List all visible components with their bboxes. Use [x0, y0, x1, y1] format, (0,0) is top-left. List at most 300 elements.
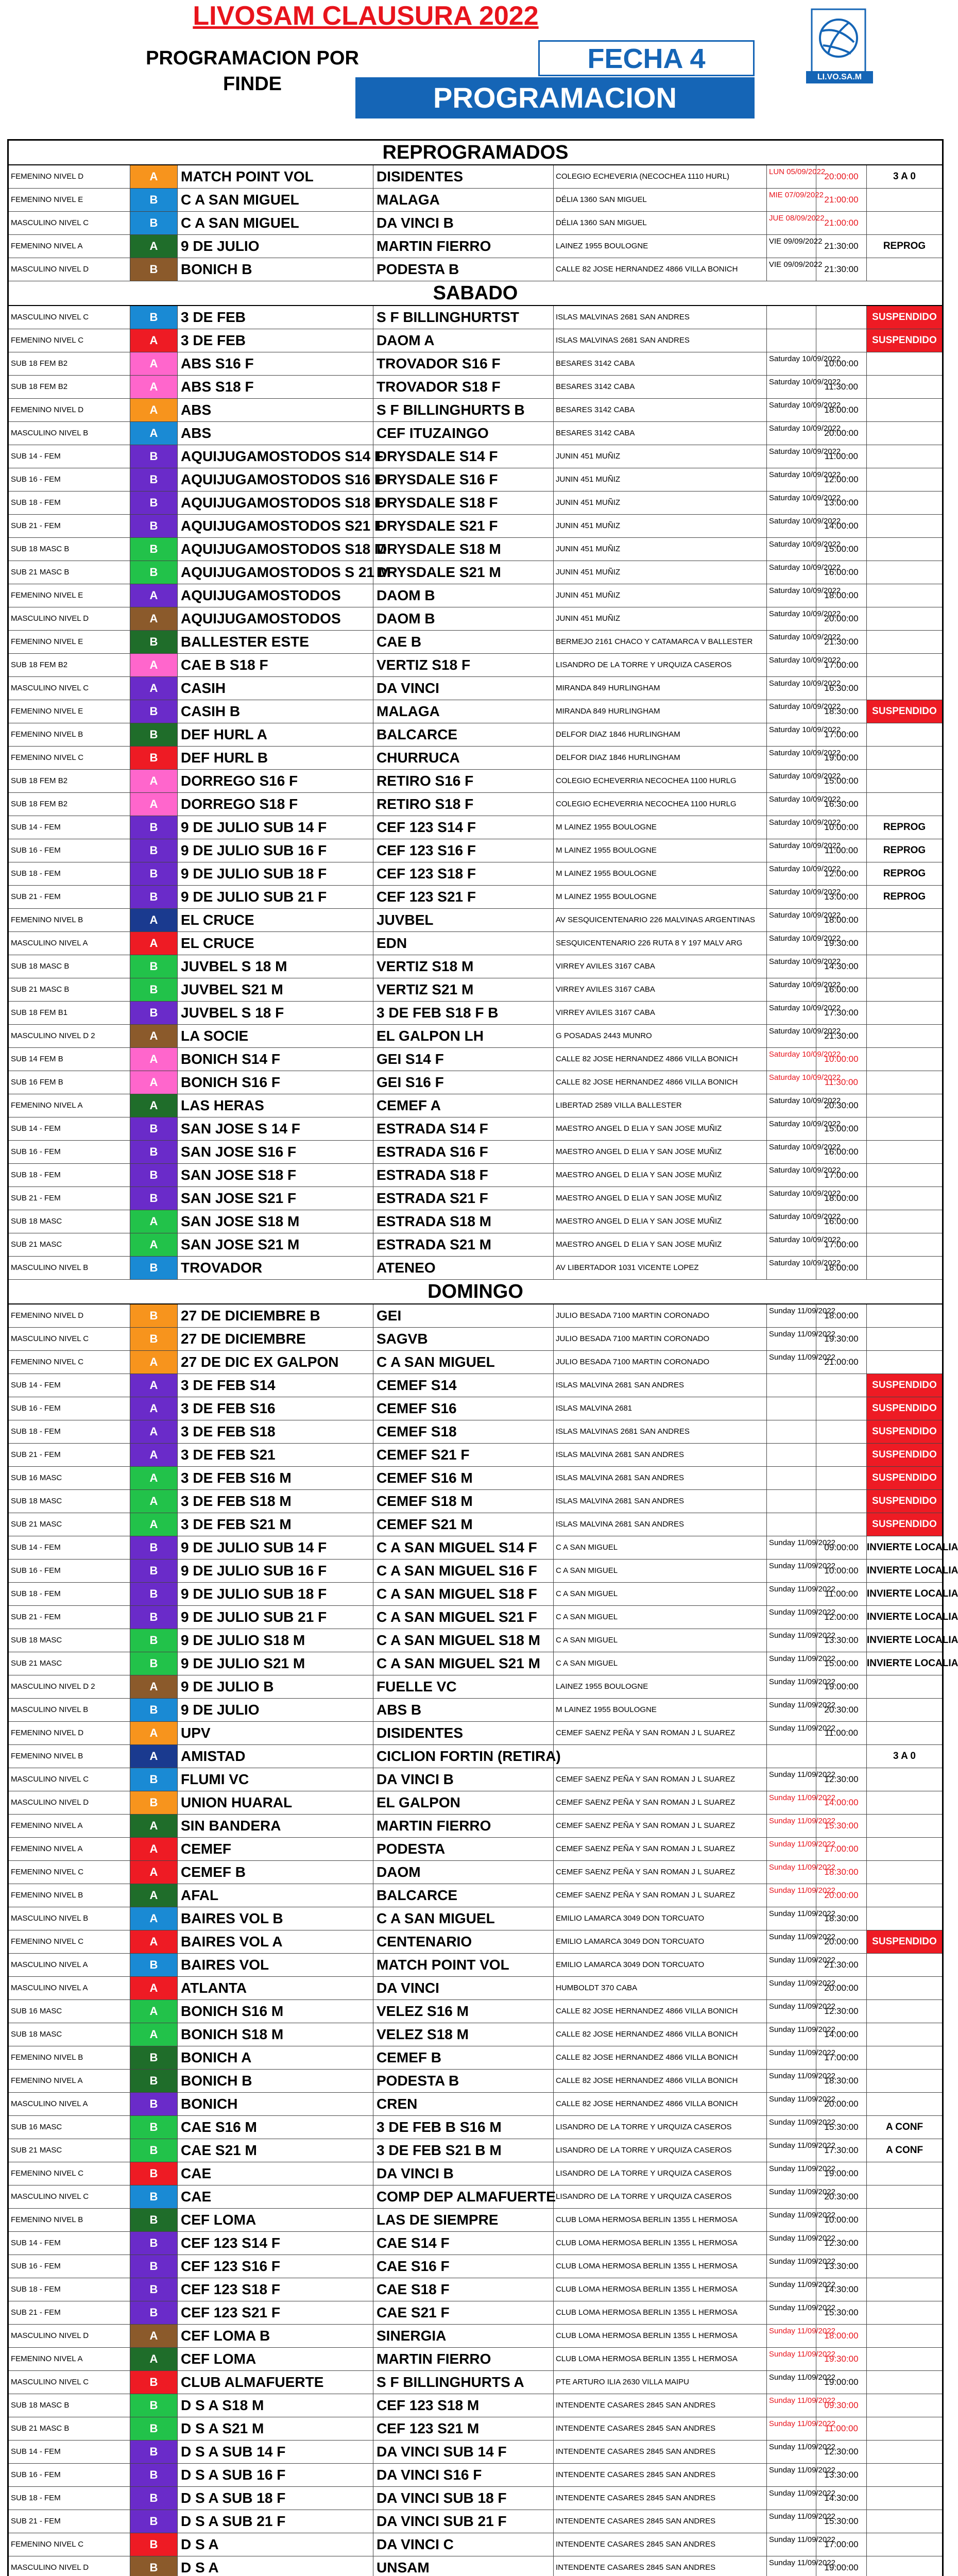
row-away-team: DRYSDALE S18 M: [373, 538, 554, 561]
row-category: SUB 14 - FEM: [9, 1374, 130, 1397]
row-date: Sunday 11/09/2022: [767, 1536, 816, 1559]
row-group-letter: B: [130, 700, 178, 723]
table-row: [9, 468, 942, 492]
row-note: [867, 2487, 942, 2510]
row-group-letter: B: [130, 212, 178, 234]
row-venue: JUNIN 451 MUÑIZ: [554, 492, 767, 514]
table-row: [9, 258, 942, 281]
row-away-team: MARTIN FIERRO: [373, 235, 554, 258]
row-away-team: DISIDENTES: [373, 165, 554, 188]
table-row: [9, 2464, 942, 2487]
schedule-table: [7, 139, 958, 2576]
row-time: 17:00:00: [816, 2046, 867, 2069]
row-venue: PTE ARTURO ILIA 2630 VILLA MAIPU: [554, 2371, 767, 2394]
row-note: [867, 1768, 942, 1791]
row-category: FEMENINO NIVEL E: [9, 189, 130, 211]
row-note: SUSPENDIDO: [867, 1444, 942, 1466]
row-date: Sunday 11/09/2022: [767, 1583, 816, 1605]
row-time: 20:30:00: [816, 2185, 867, 2208]
row-time: 18:00:00: [816, 1304, 867, 1327]
row-group-letter: A: [130, 235, 178, 258]
row-venue: MAESTRO ANGEL D ELIA Y SAN JOSE MUÑIZ: [554, 1141, 767, 1163]
row-date: Saturday 10/09/2022: [767, 1002, 816, 1024]
row-category: FEMENINO NIVEL E: [9, 631, 130, 653]
table-row: [9, 1629, 958, 1652]
row-note: [867, 631, 942, 653]
row-time: 16:00:00: [816, 561, 867, 584]
row-venue: C A SAN MIGUEL: [554, 1536, 767, 1559]
row-date: [767, 1444, 816, 1466]
row-date: [767, 1420, 816, 1443]
row-note: SUSPENDIDO: [867, 1374, 942, 1397]
row-note: [867, 654, 942, 676]
row-note: [867, 2046, 942, 2069]
programacion-banner: PROGRAMACION: [355, 77, 755, 118]
row-category: MASCULINO NIVEL D 2: [9, 1675, 130, 1698]
row-home-team: FLUMI VC: [178, 1768, 373, 1791]
row-venue: INTENDENTE CASARES 2845 SAN ANDRES: [554, 2487, 767, 2510]
row-group-letter: B: [130, 1002, 178, 1024]
row-group-letter: B: [130, 1257, 178, 1279]
row-time: 18:00:00: [816, 2325, 867, 2347]
table-row: [9, 2046, 942, 2070]
row-date: Sunday 11/09/2022: [767, 2394, 816, 2417]
row-date: Saturday 10/09/2022: [767, 376, 816, 398]
row-home-team: CEF 123 S18 F: [178, 2278, 373, 2301]
row-group-letter: B: [130, 2301, 178, 2324]
row-date: Saturday 10/09/2022: [767, 862, 816, 885]
row-date: JUE 08/09/2022: [767, 212, 816, 234]
row-category: FEMENINO NIVEL C: [9, 329, 130, 352]
table-row: [9, 654, 942, 677]
row-group-letter: B: [130, 816, 178, 839]
row-time: 14:00:00: [816, 515, 867, 537]
row-home-team: D S A SUB 14 F: [178, 2441, 373, 2463]
row-category: FEMENINO NIVEL E: [9, 700, 130, 723]
row-time: 19:30:00: [816, 1328, 867, 1350]
row-date: Sunday 11/09/2022: [767, 1930, 816, 1953]
row-time: 19:00:00: [816, 1675, 867, 1698]
row-date: Sunday 11/09/2022: [767, 1861, 816, 1884]
table-row: [9, 1930, 942, 1954]
row-time: 11:30:00: [816, 376, 867, 398]
row-home-team: BONICH A: [178, 2046, 373, 2069]
table-row: [9, 376, 942, 399]
row-category: SUB 21 MASC: [9, 1513, 130, 1536]
row-away-team: CAE S16 F: [373, 2255, 554, 2278]
table-row: [9, 1467, 942, 1490]
row-date: Sunday 11/09/2022: [767, 2417, 816, 2440]
row-venue: G POSADAS 2443 MUNRO: [554, 1025, 767, 1047]
row-away-team: BALCARCE: [373, 1884, 554, 1907]
row-time: 13:30:00: [816, 2464, 867, 2486]
row-home-team: ABS S16 F: [178, 352, 373, 375]
row-time: 11:00:00: [816, 1583, 867, 1605]
row-time: 18:30:00: [816, 1861, 867, 1884]
row-time: 13:30:00: [816, 2255, 867, 2278]
row-note: INVIERTE LOCALIA: [867, 1612, 958, 1622]
row-venue: MIRANDA 849 HURLINGHAM: [554, 677, 767, 700]
row-home-team: TROVADOR: [178, 1257, 373, 1279]
row-group-letter: B: [130, 468, 178, 491]
table-row: [9, 1722, 942, 1745]
row-note: [867, 2325, 942, 2347]
row-group-letter: A: [130, 352, 178, 375]
row-category: FEMENINO NIVEL A: [9, 1815, 130, 1837]
row-venue: VIRREY AVILES 3167 CABA: [554, 955, 767, 978]
row-date: [767, 1490, 816, 1513]
row-time: 12:30:00: [816, 1768, 867, 1791]
row-note: [867, 1838, 942, 1860]
row-note: [867, 1351, 942, 1374]
row-away-team: 3 DE FEB B S16 M: [373, 2116, 554, 2139]
logo-text: LI.VO.SA.M: [806, 71, 873, 83]
row-note: [867, 770, 942, 792]
table-row: [9, 1745, 942, 1768]
row-time: 15:00:00: [816, 538, 867, 561]
row-away-team: DA VINCI S16 F: [373, 2464, 554, 2486]
row-time: 17:00:00: [816, 1838, 867, 1860]
row-home-team: CEF LOMA B: [178, 2325, 373, 2347]
row-venue: MAESTRO ANGEL D ELIA Y SAN JOSE MUÑIZ: [554, 1164, 767, 1187]
row-home-team: BAIRES VOL B: [178, 1907, 373, 1930]
row-away-team: EL GALPON: [373, 1791, 554, 1814]
table-row: [9, 1652, 958, 1675]
row-category: SUB 21 MASC B: [9, 2417, 130, 2440]
row-time: 17:00:00: [816, 1233, 867, 1256]
row-note: [867, 1722, 942, 1744]
row-time: 16:30:00: [816, 677, 867, 700]
row-time: 11:00:00: [816, 445, 867, 468]
row-group-letter: B: [130, 2371, 178, 2394]
row-group-letter: B: [130, 561, 178, 584]
table-row: [9, 1210, 942, 1233]
row-note: [867, 399, 942, 421]
row-home-team: SAN JOSE S16 F: [178, 1141, 373, 1163]
row-away-team: CEF 123 S21 F: [373, 886, 554, 908]
row-group-letter: B: [130, 2556, 178, 2576]
row-group-letter: A: [130, 1467, 178, 1489]
table-row: [9, 1397, 942, 1420]
row-date: Sunday 11/09/2022: [767, 1351, 816, 1374]
row-home-team: ATLANTA: [178, 1977, 373, 1999]
row-away-team: JUVBEL: [373, 909, 554, 931]
row-time: 13:00:00: [816, 492, 867, 514]
row-group-letter: B: [130, 2464, 178, 2486]
row-note: [867, 932, 942, 955]
row-time: 14:00:00: [816, 2023, 867, 2046]
row-date: Saturday 10/09/2022: [767, 955, 816, 978]
row-note: [867, 2348, 942, 2370]
row-time: 19:30:00: [816, 932, 867, 955]
row-time: 14:00:00: [816, 1791, 867, 1814]
table-row: [9, 2417, 942, 2441]
table-row: [9, 1954, 942, 1977]
section-header: REPROGRAMADOS: [9, 141, 942, 165]
row-away-team: 3 DE FEB S18 F B: [373, 1002, 554, 1024]
row-away-team: DAOM A: [373, 329, 554, 352]
table-row: [9, 909, 942, 932]
row-note: [867, 607, 942, 630]
row-category: SUB 18 FEM B2: [9, 376, 130, 398]
row-group-letter: A: [130, 422, 178, 445]
row-note: REPROG: [883, 868, 926, 879]
row-group-letter: B: [130, 2394, 178, 2417]
row-home-team: LAS HERAS: [178, 1094, 373, 1117]
row-note: REPROG: [883, 822, 926, 833]
row-note: [867, 2023, 942, 2046]
row-home-team: AQUIJUGAMOSTODOS S18 F: [178, 492, 373, 514]
row-group-letter: A: [130, 2348, 178, 2370]
row-away-team: RETIRO S18 F: [373, 793, 554, 816]
row-home-team: JUVBEL S 18 M: [178, 955, 373, 978]
row-venue: M LAINEZ 1955 BOULOGNE: [554, 1699, 767, 1721]
row-date: Saturday 10/09/2022: [767, 1048, 816, 1071]
row-date: Sunday 11/09/2022: [767, 1954, 816, 1976]
row-date: Saturday 10/09/2022: [767, 422, 816, 445]
row-note: [867, 1328, 942, 1350]
table-row: [9, 584, 942, 607]
row-category: FEMENINO NIVEL D: [9, 165, 130, 188]
table-row: [9, 165, 942, 189]
row-group-letter: B: [130, 1560, 178, 1582]
row-group-letter: A: [130, 1675, 178, 1698]
row-home-team: CAE: [178, 2162, 373, 2185]
row-home-team: BONICH: [178, 2093, 373, 2115]
row-group-letter: B: [130, 1652, 178, 1675]
row-away-team: 3 DE FEB S21 B M: [373, 2139, 554, 2162]
row-away-team: ESTRADA S21 M: [373, 1233, 554, 1256]
table-row: [9, 561, 942, 584]
row-away-team: CEMEF S21 M: [373, 1513, 554, 1536]
row-away-team: EDN: [373, 932, 554, 955]
row-note: REPROG: [883, 241, 926, 251]
row-category: MASCULINO NIVEL D: [9, 2325, 130, 2347]
row-note: [867, 1233, 942, 1256]
row-venue: JULIO BESADA 7100 MARTIN CORONADO: [554, 1351, 767, 1374]
row-category: FEMENINO NIVEL A: [9, 1094, 130, 1117]
row-time: 12:00:00: [816, 1606, 867, 1629]
row-home-team: DEF HURL A: [178, 723, 373, 746]
row-time: 17:30:00: [816, 2139, 867, 2162]
row-date: Sunday 11/09/2022: [767, 2116, 816, 2139]
row-note: [867, 723, 942, 746]
table-row: [9, 862, 942, 886]
row-note: [867, 2533, 942, 2556]
row-date: [767, 1513, 816, 1536]
row-time: 21:30:00: [816, 258, 867, 281]
row-time: 16:00:00: [816, 1141, 867, 1163]
row-date: Sunday 11/09/2022: [767, 2278, 816, 2301]
row-note: [867, 1954, 942, 1976]
row-note: [867, 1699, 942, 1721]
row-venue: CALLE 82 JOSE HERNANDEZ 4866 VILLA BONICH: [554, 2000, 767, 2023]
row-time: 21:00:00: [816, 212, 867, 234]
row-venue: BESARES 3142 CABA: [554, 422, 767, 445]
table-row: [9, 1675, 942, 1699]
row-away-team: DA VINCI: [373, 677, 554, 700]
row-group-letter: B: [130, 2116, 178, 2139]
row-time: 10:00:00: [816, 352, 867, 375]
row-home-team: ABS S18 F: [178, 376, 373, 398]
row-note: [867, 2162, 942, 2185]
row-home-team: BONICH B: [178, 2070, 373, 2092]
row-category: SUB 18 - FEM: [9, 1583, 130, 1605]
table-row: [9, 2116, 942, 2139]
row-away-team: GEI: [373, 1304, 554, 1327]
table-row: [9, 631, 942, 654]
row-note: SUSPENDIDO: [867, 1513, 942, 1536]
table-row: [9, 1768, 942, 1791]
row-group-letter: A: [130, 770, 178, 792]
table-row: [9, 329, 942, 352]
row-note: A CONF: [885, 2122, 923, 2132]
row-time: 20:00:00: [816, 165, 867, 188]
row-category: FEMENINO NIVEL C: [9, 1351, 130, 1374]
row-date: Saturday 10/09/2022: [767, 839, 816, 862]
row-group-letter: A: [130, 1513, 178, 1536]
table-row: [9, 306, 942, 329]
row-time: 13:30:00: [816, 1629, 867, 1652]
row-away-team: UNSAM: [373, 2556, 554, 2576]
row-category: FEMENINO NIVEL C: [9, 2533, 130, 2556]
row-venue: BESARES 3142 CABA: [554, 399, 767, 421]
row-category: FEMENINO NIVEL B: [9, 1884, 130, 1907]
row-category: SUB 18 MASC B: [9, 2394, 130, 2417]
row-group-letter: B: [130, 1141, 178, 1163]
table-row: [9, 1374, 942, 1397]
row-venue: CEMEF SAENZ PEÑA Y SAN ROMAN J L SUAREZ: [554, 1861, 767, 1884]
row-group-letter: A: [130, 1351, 178, 1374]
row-category: MASCULINO NIVEL B: [9, 1257, 130, 1279]
row-home-team: 3 DE FEB S16: [178, 1397, 373, 1420]
table-row: [9, 1699, 942, 1722]
row-category: FEMENINO NIVEL B: [9, 723, 130, 746]
row-venue: JULIO BESADA 7100 MARTIN CORONADO: [554, 1328, 767, 1350]
row-category: MASCULINO NIVEL C: [9, 212, 130, 234]
section-header: DOMINGO: [9, 1280, 942, 1304]
row-venue: CEMEF SAENZ PEÑA Y SAN ROMAN J L SUAREZ: [554, 1838, 767, 1860]
row-home-team: AMISTAD: [178, 1745, 373, 1768]
row-date: Saturday 10/09/2022: [767, 654, 816, 676]
row-home-team: CAE S16 M: [178, 2116, 373, 2139]
row-time: [816, 306, 867, 329]
row-note: [867, 492, 942, 514]
row-date: Saturday 10/09/2022: [767, 538, 816, 561]
row-note: [867, 793, 942, 816]
row-home-team: CEF 123 S16 F: [178, 2255, 373, 2278]
table-row: [9, 2023, 942, 2046]
row-note: [867, 2417, 942, 2440]
table-row: [9, 445, 942, 468]
row-home-team: BONICH S16 F: [178, 1071, 373, 1094]
row-note: [867, 1071, 942, 1094]
row-home-team: AQUIJUGAMOSTODOS S18 M: [178, 538, 373, 561]
table-row: [9, 1164, 942, 1187]
row-group-letter: A: [130, 793, 178, 816]
row-venue: LAINEZ 1955 BOULOGNE: [554, 1675, 767, 1698]
row-category: SUB 18 FEM B2: [9, 770, 130, 792]
table-row: [9, 399, 942, 422]
row-note: INVIERTE LOCALIA: [867, 1542, 958, 1553]
row-venue: JUNIN 451 MUÑIZ: [554, 468, 767, 491]
row-category: SUB 18 MASC: [9, 1210, 130, 1233]
row-time: 18:00:00: [816, 1187, 867, 1210]
row-date: Sunday 11/09/2022: [767, 1791, 816, 1814]
table-row: [9, 1861, 942, 1884]
row-date: Saturday 10/09/2022: [767, 445, 816, 468]
row-note: [867, 538, 942, 561]
row-category: SUB 21 MASC: [9, 1652, 130, 1675]
row-away-team: VERTIZ S21 M: [373, 978, 554, 1001]
row-time: 17:00:00: [816, 2533, 867, 2556]
row-category: SUB 16 - FEM: [9, 2255, 130, 2278]
row-note: INVIERTE LOCALIA: [867, 1588, 958, 1599]
row-away-team: CEF 123 S18 F: [373, 862, 554, 885]
row-date: LUN 05/09/2022: [767, 165, 816, 188]
row-note: [867, 2093, 942, 2115]
row-time: 20:30:00: [816, 1699, 867, 1721]
row-venue: BESARES 3142 CABA: [554, 376, 767, 398]
table-row: [9, 1815, 942, 1838]
row-time: 20:00:00: [816, 607, 867, 630]
row-venue: DÉLIA 1360 SAN MIGUEL: [554, 189, 767, 211]
table-row: [9, 1025, 942, 1048]
row-group-letter: B: [130, 1954, 178, 1976]
row-note: [867, 1861, 942, 1884]
row-note: [867, 212, 942, 234]
row-date: Saturday 10/09/2022: [767, 631, 816, 653]
table-row: [9, 1328, 942, 1351]
row-home-team: DORREGO S16 F: [178, 770, 373, 792]
row-venue: CALLE 82 JOSE HERNANDEZ 4866 VILLA BONICH: [554, 258, 767, 281]
row-category: FEMENINO NIVEL C: [9, 747, 130, 769]
row-away-team: CEF 123 S18 M: [373, 2394, 554, 2417]
row-date: Sunday 11/09/2022: [767, 2093, 816, 2115]
row-home-team: MATCH POINT VOL: [178, 165, 373, 188]
row-time: 17:30:00: [816, 1002, 867, 1024]
row-category: SUB 14 FEM B: [9, 1048, 130, 1071]
row-date: [767, 1467, 816, 1489]
row-date: VIE 09/09/2022: [767, 258, 816, 281]
row-category: SUB 14 - FEM: [9, 2441, 130, 2463]
row-category: SUB 18 MASC B: [9, 955, 130, 978]
row-note: [867, 445, 942, 468]
row-time: 12:30:00: [816, 2000, 867, 2023]
row-note: [867, 1048, 942, 1071]
row-venue: VIRREY AVILES 3167 CABA: [554, 978, 767, 1001]
row-category: FEMENINO NIVEL E: [9, 584, 130, 607]
row-group-letter: B: [130, 747, 178, 769]
row-away-team: CEF 123 S16 F: [373, 839, 554, 862]
row-venue: INTENDENTE CASARES 2845 SAN ANDRES: [554, 2464, 767, 2486]
row-away-team: DA VINCI: [373, 1977, 554, 1999]
row-category: SUB 16 - FEM: [9, 2464, 130, 2486]
row-date: [767, 1397, 816, 1420]
row-date: Saturday 10/09/2022: [767, 816, 816, 839]
row-venue: ISLAS MALVINA 2681 SAN ANDRES: [554, 1467, 767, 1489]
row-group-letter: B: [130, 1768, 178, 1791]
row-home-team: CASIH: [178, 677, 373, 700]
row-date: Saturday 10/09/2022: [767, 607, 816, 630]
table-row: [9, 1233, 942, 1257]
row-note: 3 A 0: [893, 1751, 916, 1761]
row-venue: ISLAS MALVINAS 2681 SAN ANDRES: [554, 329, 767, 352]
row-home-team: 27 DE DICIEMBRE: [178, 1328, 373, 1350]
row-venue: LISANDRO DE LA TORRE Y URQUIZA CASEROS: [554, 2185, 767, 2208]
row-group-letter: B: [130, 955, 178, 978]
row-category: SUB 18 MASC B: [9, 538, 130, 561]
